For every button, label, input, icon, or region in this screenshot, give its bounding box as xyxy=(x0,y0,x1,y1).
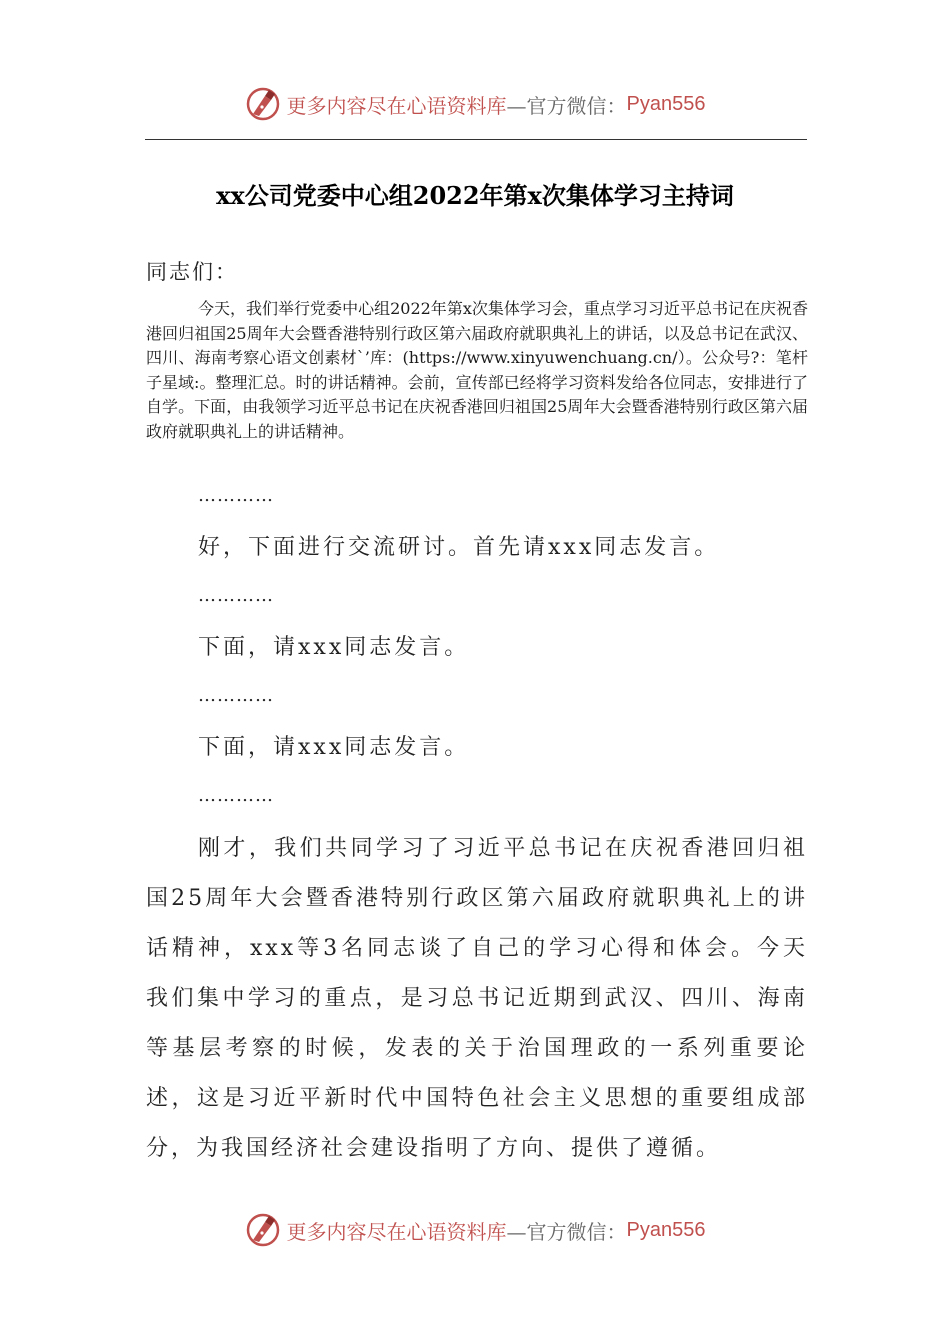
brand-separator: —官方微信： xyxy=(506,93,627,118)
ellipsis-1: ………… xyxy=(198,485,274,506)
pen-nib-logo-icon xyxy=(245,1212,281,1248)
header-watermark-banner xyxy=(0,82,950,126)
brand-slogan: 更多内容尽在心语资料库 xyxy=(286,93,507,118)
ellipsis-2: ………… xyxy=(198,585,274,606)
brand-slogan: 更多内容尽在心语资料库 xyxy=(286,1219,507,1244)
brand-separator: —官方微信： xyxy=(506,1219,627,1244)
wechat-id: Pyan556 xyxy=(626,92,706,115)
pen-nib-logo-icon xyxy=(245,86,281,122)
footer-watermark-banner xyxy=(0,1208,950,1252)
intro-paragraph: 今天，我们举行党委中心组2022年第x次集体学习会，重点学习习近平总书记在庆祝香港回归祖国25周年大会暨香港特别行政区第六届政府就职典礼上的讲话，以及总书记在武汉、四川、海南考察心语文创素材`’库：(https://www.xinyuwenchuang.cn/）。公众号?：笔杆子星域:。整理汇总。时的讲话精神。会前，宣传部已经将学习资料发给各位同志，安排进行了自学。下面，由我领学习近平总书记在庆祝香港回归祖国25周年大会暨香港特别行政区第六届政府就职典礼上的讲话精神。 xyxy=(146,299,808,441)
document-title: xx公司党委中心组2022年第x次集体学习主持词 xyxy=(216,181,734,210)
ellipsis-3: ………… xyxy=(198,685,274,706)
exchange-intro: 好，下面进行交流研讨。首先请xxx同志发言。 xyxy=(198,535,720,560)
greeting: 同志们： xyxy=(146,260,238,284)
wechat-id: Pyan556 xyxy=(626,1218,706,1241)
next-speaker-2: 下面，请xxx同志发言。 xyxy=(198,735,470,760)
ellipsis-4: ………… xyxy=(198,785,274,806)
closing-paragraph: 刚才，我们共同学习了习近平总书记在庆祝香港回归祖国25周年大会暨香港特别行政区第六届政府就职典礼上的讲话精神，xxx等3名同志谈了自己的学习心得和体会。今天我们集中学习的重点，是习总书记近期到武汉、四川、海南等基层考察的时候，发表的关于治国理政的一系列重要论述，这是习近平新时代中国特色社会主义思想的重要组成部分，为我国经济社会建设指明了方向、提供了遵循。 xyxy=(146,836,808,1161)
header-divider xyxy=(145,139,807,140)
next-speaker-1: 下面，请xxx同志发言。 xyxy=(198,635,470,660)
